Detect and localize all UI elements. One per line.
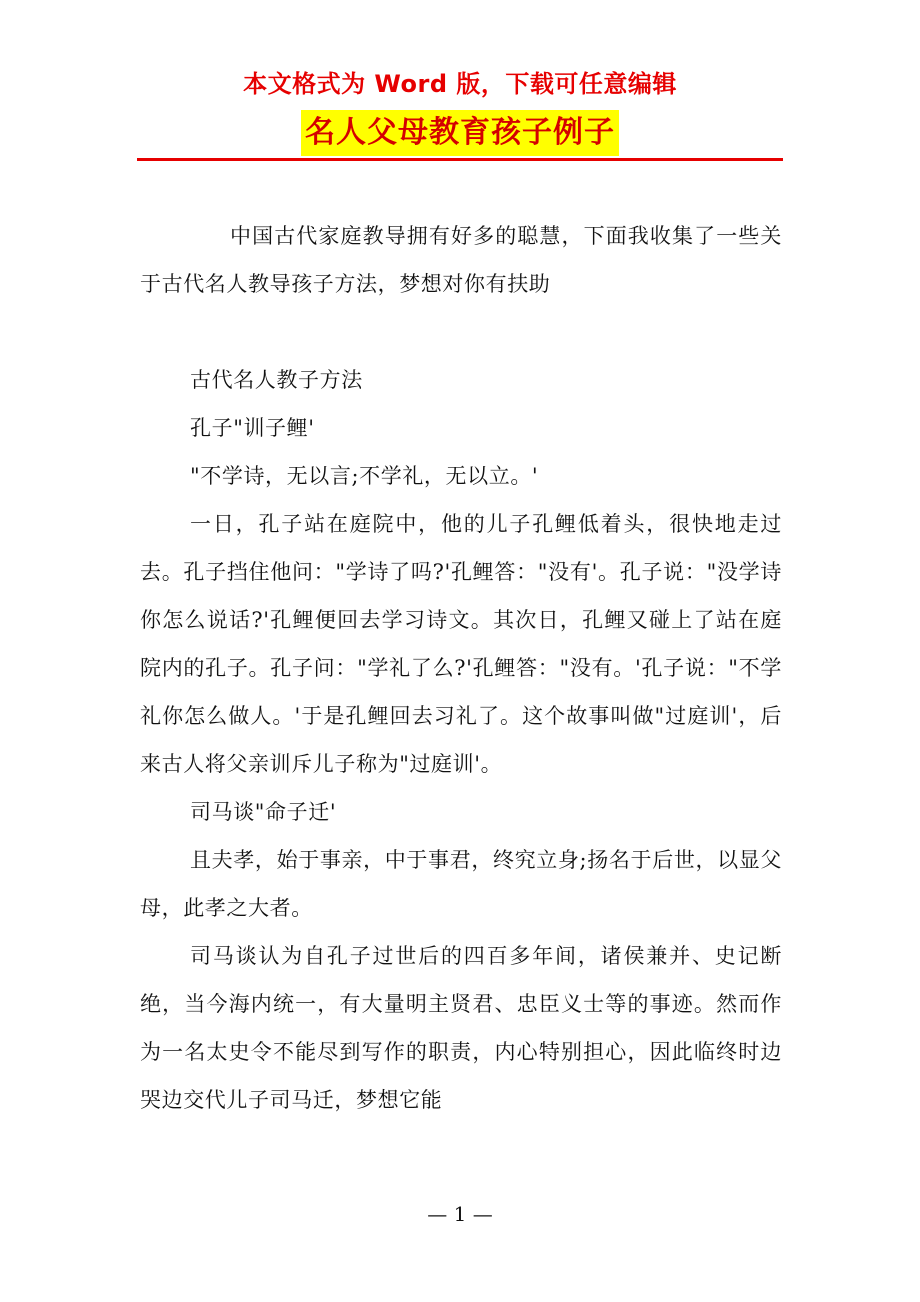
page-title: 名人父母教育孩子例子 <box>301 110 619 156</box>
section-heading: 古代名人教子方法 <box>190 368 363 392</box>
title-divider <box>137 158 783 161</box>
subheading-confucius: 孔子"训子鲤' <box>190 416 315 440</box>
story-sima-tan: 司马谈认为自孔子过世后的四百多年间，诸侯兼并、史记断绝，当今海内统一，有大量明主贤君、忠臣义士等的事迹。然而作为一名太史令不能尽到写作的职责，内心特别担心，因此临终时边哭边交代儿子司马迁，梦想它能 <box>140 944 782 1112</box>
paragraph-spacer <box>140 308 782 356</box>
quote-confucius: "不学诗，无以言;不学礼，无以立。' <box>190 464 539 488</box>
intro-paragraph: 中国古代家庭教导拥有好多的聪慧，下面我收集了一些关于古代名人教导孩子方法，梦想对你有扶助 <box>140 224 782 296</box>
subheading-sima-tan: 司马谈"命子迁' <box>190 800 337 824</box>
document-body <box>140 212 782 1124</box>
quote-sima-tan: 且夫孝，始于事亲，中于事君，终究立身;扬名于后世，以显父母，此孝之大者。 <box>140 848 782 920</box>
page-number: — 1 — <box>427 1202 493 1226</box>
story-confucius: 一日，孔子站在庭院中，他的儿子孔鲤低着头，很快地走过去。孔子挡住他问："学诗了吗?'孔鲤答："没有'。孔子说："没学诗你怎么说话?'孔鲤便回去学习诗文。其次日，孔鲤又碰上了站在庭院内的孔子。孔子问："学礼了么?'孔鲤答："没有。'孔子说："不学礼你怎么做人。'于是孔鲤回去习礼了。这个故事叫做"过庭训'，后来古人将父亲训斥儿子称为"过庭训'。 <box>140 512 782 776</box>
download-banner: 本文格式为 Word 版，下载可任意编辑 <box>243 70 677 98</box>
title-container <box>0 110 920 156</box>
